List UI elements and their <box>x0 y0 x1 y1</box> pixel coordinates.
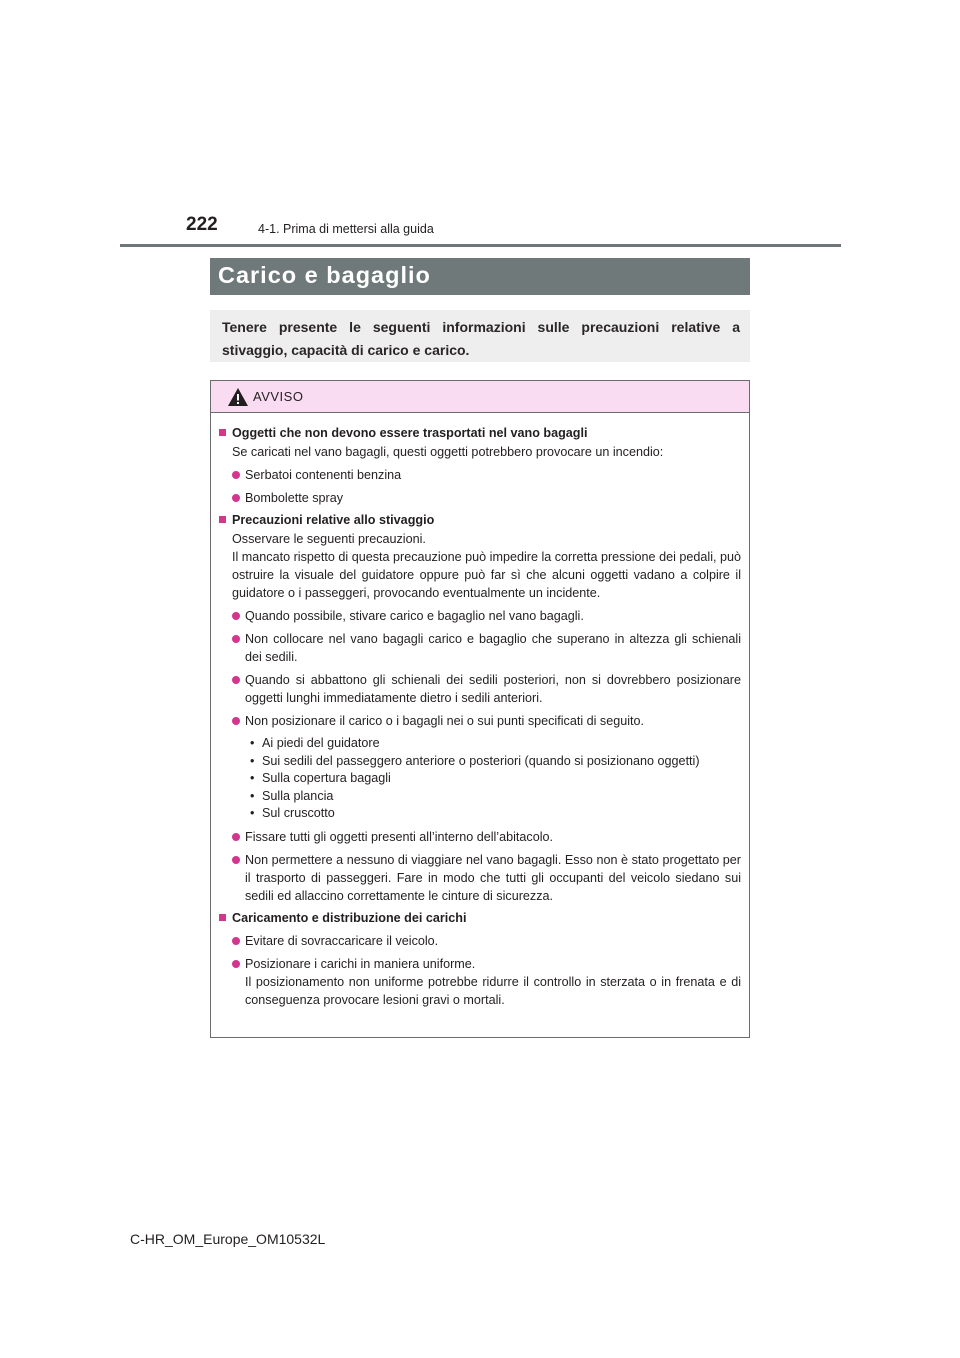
header-rule <box>120 244 841 247</box>
square-bullet-icon <box>219 914 226 921</box>
square-bullet-icon <box>219 429 226 436</box>
list-item: Quando si abbattono gli schienali dei sedili posteriori, non si dovrebbero posizionare oggetti lunghi immediatamente dietro i sedili anteriori. <box>232 671 741 707</box>
section-text: Osservare le seguenti precauzioni. <box>232 532 426 546</box>
title-bar <box>210 258 750 295</box>
circle-bullet-icon <box>232 717 240 725</box>
list-item: Non collocare nel vano bagagli carico e bagaglio che superano in altezza gli schienali dei sedili. <box>232 630 741 666</box>
circle-bullet-icon <box>232 635 240 643</box>
sub-list <box>250 735 741 823</box>
circle-bullet-icon <box>232 471 240 479</box>
circle-bullet-icon <box>232 612 240 620</box>
warning-label: AVVISO <box>253 389 304 404</box>
sub-list-item: • Sui sedili del passeggero anteriore o posteriori (quando si posizionano oggetti) <box>250 753 700 768</box>
list-item: Non permettere a nessuno di viaggiare nel vano bagagli. Esso non è stato progettato per il trasporto di passeggeri. Fare in modo che tutti gli occupanti del veicolo siedano sui sedili ed allaccino correttamente le cinture di sicurezza. <box>232 851 741 905</box>
list-item: Evitare di sovraccaricare il veicolo. <box>232 932 741 950</box>
section-text: Il mancato rispetto di questa precauzione può impedire la corretta pressione dei pedali, può ostruire la visuale del guidatore oppure può far sì che alcuni oggetti vadano a colpire il guidatore o i passeggeri, provocando eventualmente un incidente. <box>232 550 741 600</box>
list-item: Quando possibile, stivare carico e bagaglio nel vano bagagli. <box>232 607 741 625</box>
warning-triangle-icon <box>227 387 249 407</box>
intro-text: Tenere presente le seguenti informazioni sulle precauzioni relative a stivaggio, capacità di carico e carico. <box>222 319 740 358</box>
section-heading: Oggetti che non devono essere trasportati nel vano bagagli <box>217 424 741 442</box>
circle-bullet-icon <box>232 937 240 945</box>
sub-list-item: • Sul cruscotto <box>250 806 335 821</box>
circle-bullet-icon <box>232 960 240 968</box>
circle-bullet-icon <box>232 494 240 502</box>
warning-header <box>211 381 749 413</box>
square-bullet-icon <box>219 516 226 523</box>
section-text: Se caricati nel vano bagagli, questi oggetti potrebbero provocare un incendio: <box>232 445 664 459</box>
section-path: 4-1. Prima di mettersi alla guida <box>258 222 434 236</box>
list-item: Serbatoi contenenti benzina <box>232 466 741 484</box>
page-title: Carico e bagaglio <box>218 262 431 288</box>
sub-list-item: • Ai piedi del guidatore <box>250 736 380 750</box>
footer-code: C-HR_OM_Europe_OM10532L <box>130 1231 326 1247</box>
circle-bullet-icon <box>232 833 240 841</box>
warning-body <box>211 413 749 1013</box>
warning-box <box>210 380 750 1038</box>
sub-list-item: • Sulla copertura bagagli <box>250 771 391 786</box>
list-item: Posizionare i carichi in maniera uniforme. Il posizionamento non uniforme potrebbe ridurre il controllo in sterzata o in frenata e di conseguenza provocare lesioni gravi o mortali. <box>232 955 741 1009</box>
circle-bullet-icon <box>232 856 240 864</box>
section-heading: Precauzioni relative allo stivaggio <box>217 511 741 529</box>
list-item: Non posizionare il carico o i bagagli nei o sui punti specificati di seguito. <box>232 712 741 730</box>
list-item: Fissare tutti gli oggetti presenti all’interno dell’abitacolo. <box>232 828 741 846</box>
list-item: Bombolette spray <box>232 489 741 507</box>
circle-bullet-icon <box>232 676 240 684</box>
page-number: 222 <box>186 214 218 235</box>
sub-list-item: • Sulla plancia <box>250 788 334 803</box>
intro-box <box>210 310 750 362</box>
section-heading: Caricamento e distribuzione dei carichi <box>217 909 741 927</box>
